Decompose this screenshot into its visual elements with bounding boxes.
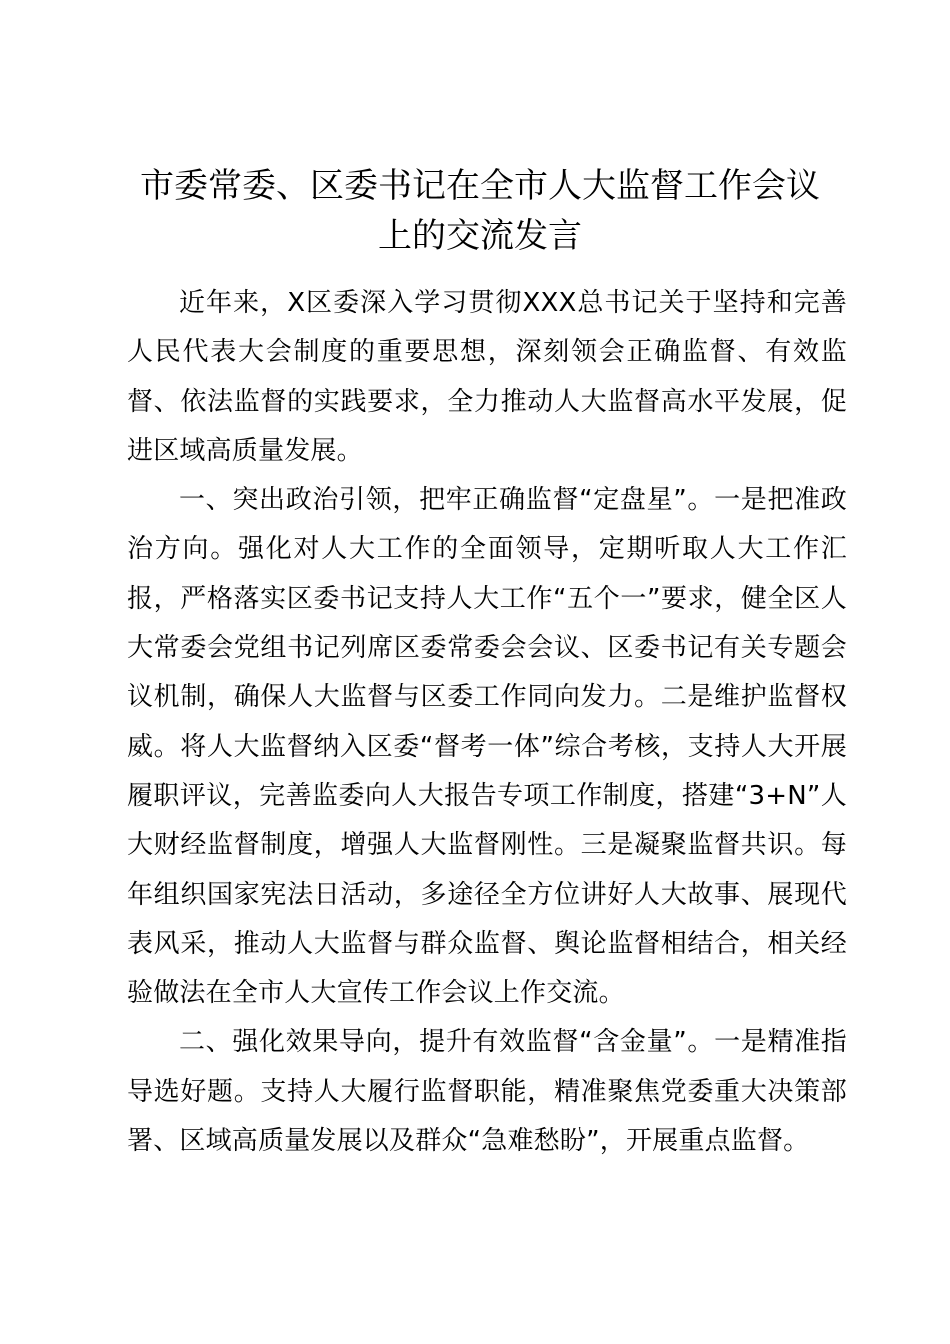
paragraph-section-2: 二、强化效果导向，提升有效监督“含金量”。一是精准指导选好题。支持人大履行监督职能，精准聚焦党委重大决策部署、区域高质量发展以及群众“急难愁盼”，开展重点监督。 <box>127 1027 847 1157</box>
document-title-line-2: 上的交流发言 <box>378 216 582 256</box>
document-body <box>127 279 847 1166</box>
document-title-line-1: 市委常委、区委书记在全市人大监督工作会议 <box>140 166 820 206</box>
paragraph-section-1: 一、突出政治引领，把牢正确监督“定盘星”。一是把准政治方向。强化对人大工作的全面领导，定期听取人大工作汇报，严格落实区委书记支持人大工作“五个一”要求，健全区人大常委会党组书记列席区委常委会会议、区委书记有关专题会议机制，确保人大监督与区委工作同向发力。二是维护监督权威。将人大监督纳入区委“督考一体”综合考核，支持人大开展履职评议，完善监委向人大报告专项工作制度，搭建“3+N”人大财经监督制度，增强人大监督刚性。三是凝聚监督共识。每年组织国家宪法日活动，多途径全方位讲好人大故事、展现代表风采，推动人大监督与群众监督、舆论监督相结合，相关经验做法在全市人大宣传工作会议上作交流。 <box>127 485 847 1009</box>
paragraph-intro: 近年来，X区委深入学习贯彻XXX总书记关于坚持和完善人民代表大会制度的重要思想，深刻领会正确监督、有效监督、依法监督的实践要求，全力推动人大监督高水平发展，促进区域高质量发展。 <box>127 288 847 466</box>
